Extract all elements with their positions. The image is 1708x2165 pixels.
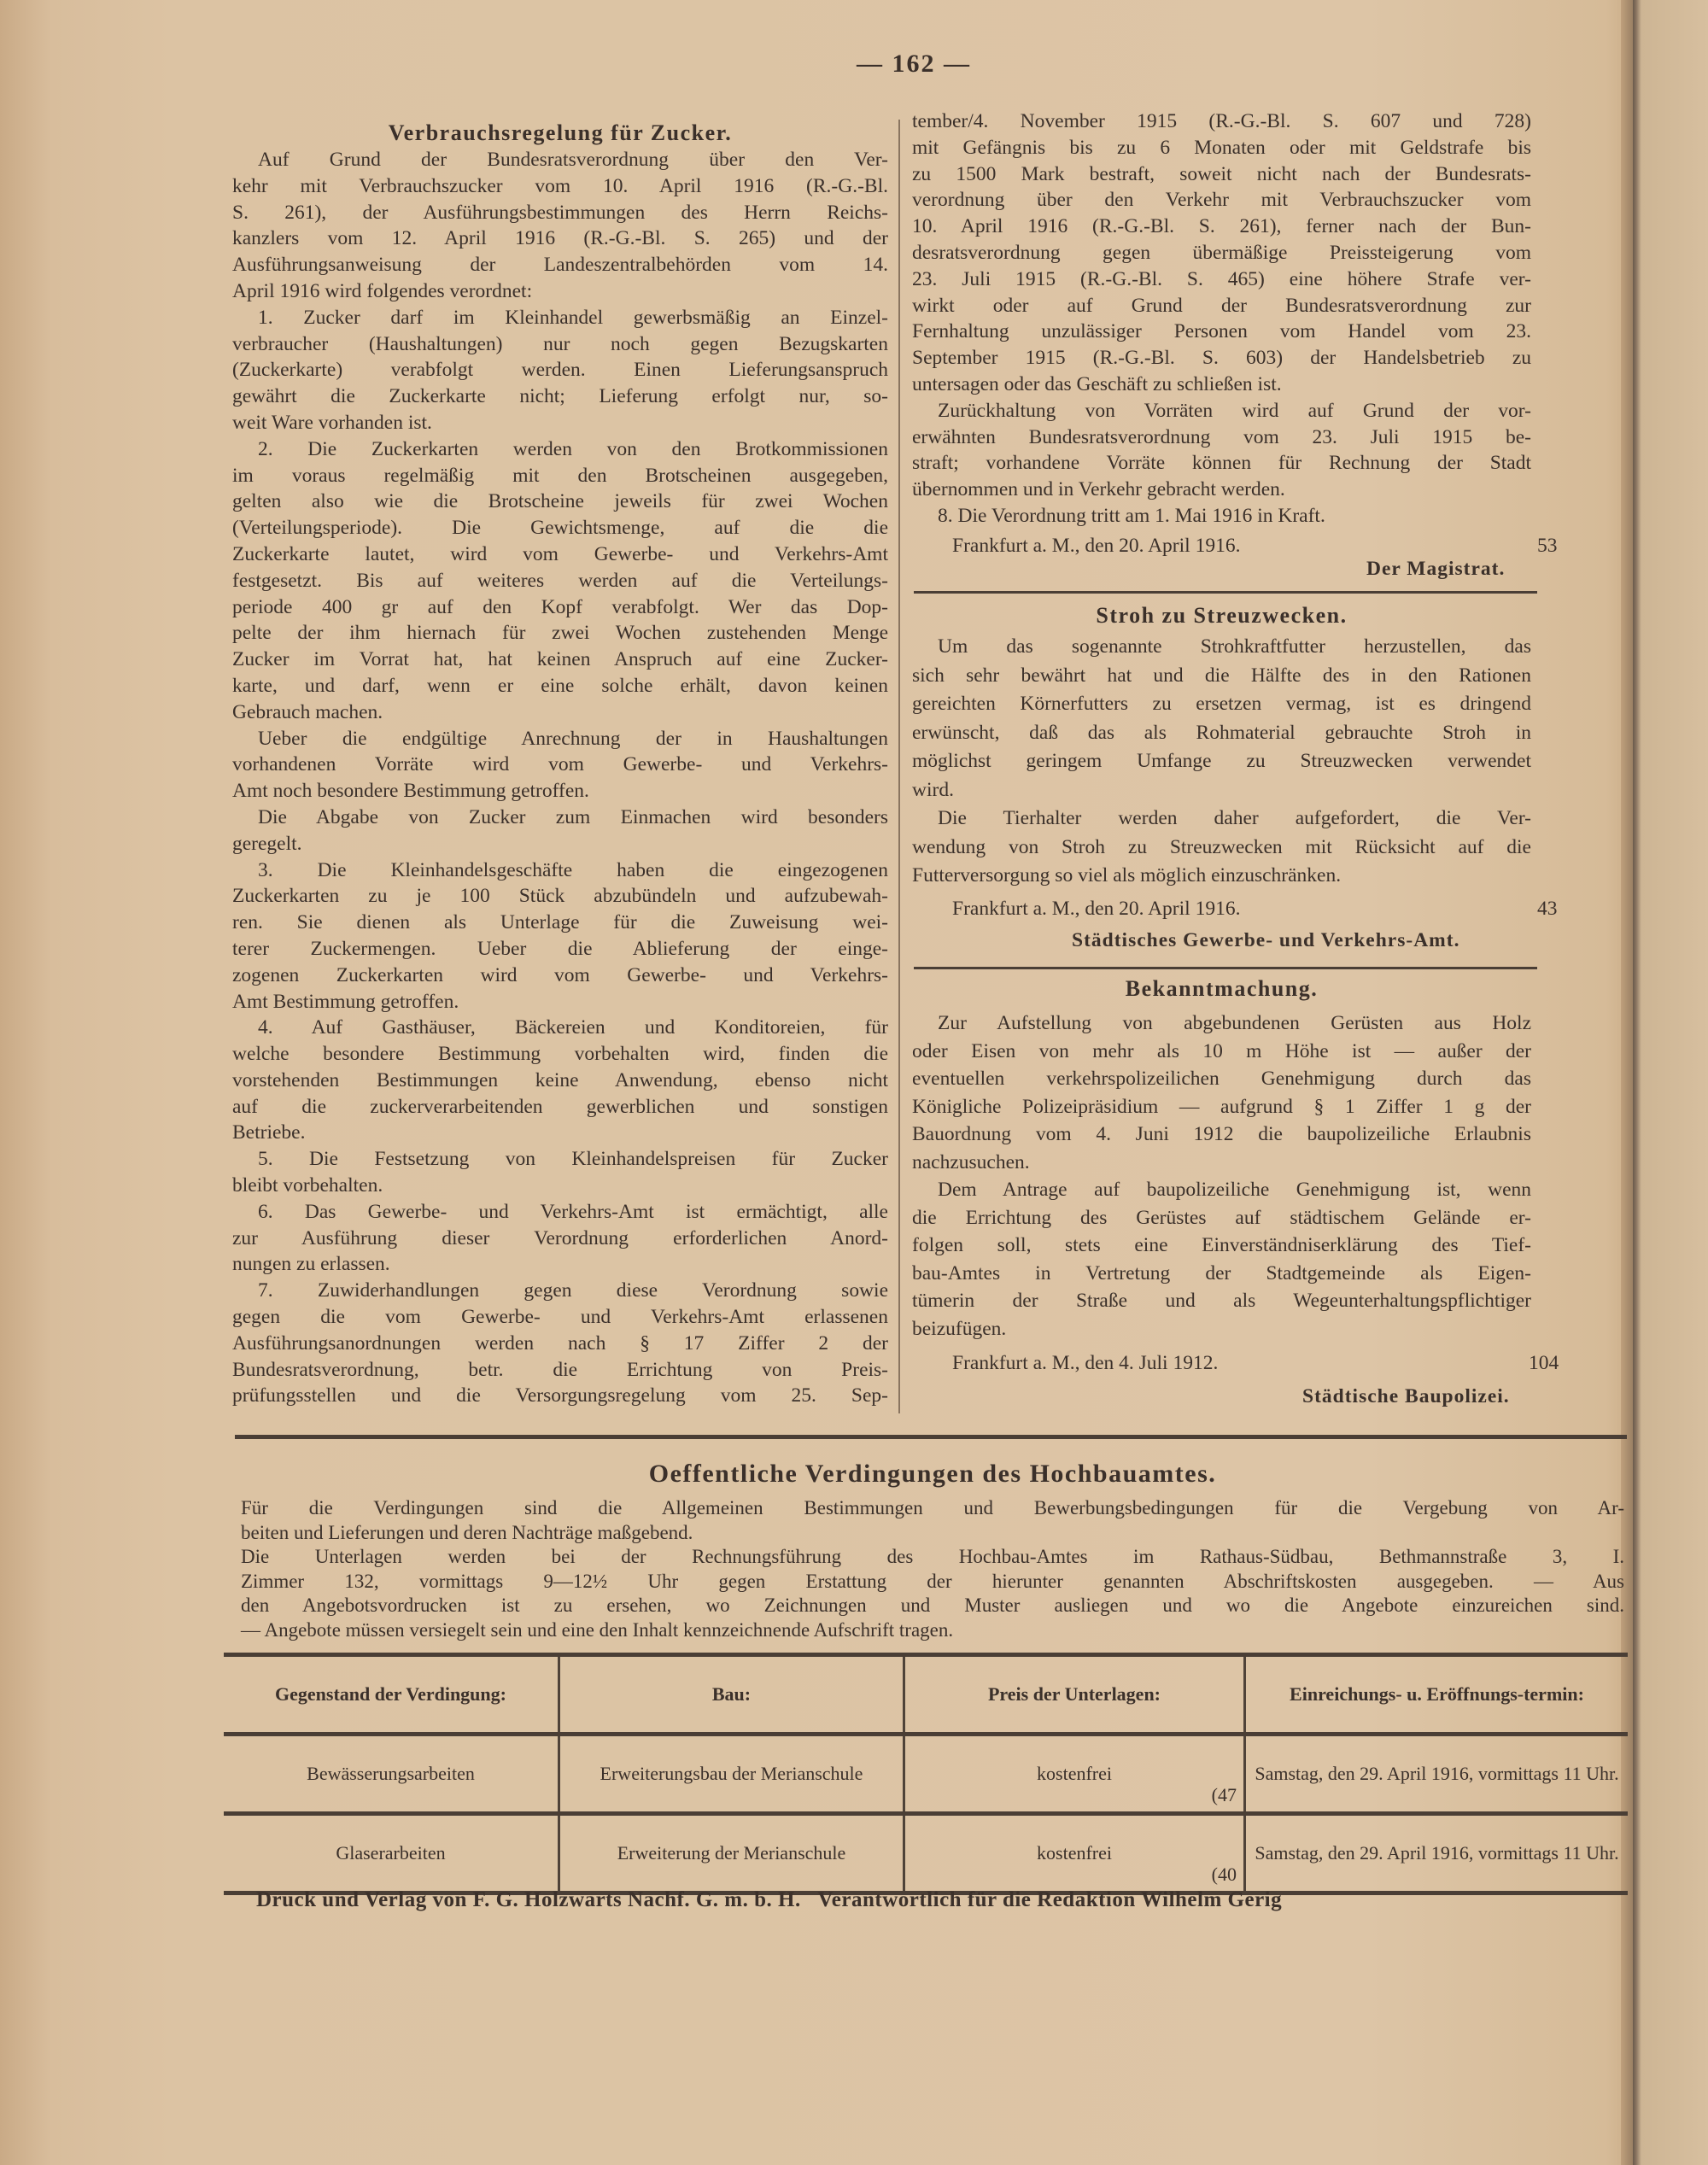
column-header: Gegenstand der Verdingung: — [224, 1655, 559, 1735]
text-line: erwünscht, daß das als Rohmaterial gebrauchte Stroh in — [912, 721, 1531, 744]
authority-signature: Städtisches Gewerbe- und Verkehrs-Amt. — [1072, 929, 1460, 951]
sugar-regulation-article — [232, 120, 888, 1409]
text-line: Ausführungsanweisung der Landeszentralbehörden vom 14. — [232, 254, 888, 277]
text-line: 23. Juli 1915 (R.-G.-Bl. S. 465) eine höhere Strafe ver- — [912, 267, 1531, 290]
text-line: Auf Grund der Bundesratsverordnung über den Ver- — [258, 149, 888, 171]
text-line: kehr mit Verbrauchszucker vom 10. April 1916 (R.-G.-Bl. — [232, 174, 888, 197]
text-line: Amt noch besondere Bestimmung getroffen. — [232, 780, 589, 803]
text-line: 7. Zuwiderhandlungen gegen diese Verordnung sowie — [258, 1279, 888, 1302]
public-tenders-section — [241, 1457, 1624, 1642]
price-text: kostenfrei — [1037, 1842, 1112, 1864]
section-title: Oeffentliche Verdingungen des Hochbauamtes. — [648, 1460, 1217, 1488]
reference-number: (47 — [1211, 1784, 1237, 1805]
text-line: verordnung über den Verkehr mit Verbrauchszucker vom — [912, 189, 1531, 212]
text-line: mit Gefängnis bis zu 6 Monaten oder mit Geldstrafe bis — [912, 136, 1531, 159]
text-line: Ausführungsanordnungen werden nach § 17 Ziffer 2 der — [232, 1331, 888, 1355]
text-line: Um das sogenannte Strohkraftfutter herzustellen, das — [938, 635, 1531, 658]
table-row — [224, 1814, 1628, 1893]
column-divider — [898, 120, 900, 1413]
paragraph — [232, 1278, 888, 1409]
text-line: bau-Amtes in Vertretung der Stadtgemeinde als Eigen- — [912, 1261, 1531, 1284]
article-title: Stroh zu Streuzwecken. — [1096, 603, 1348, 628]
text-line: 1. Zucker darf im Kleinhandel gewerbsmäßig an Einzel- — [258, 306, 888, 329]
paragraph — [232, 436, 888, 726]
text-line: 2. Die Zuckerkarten werden von den Brotkommissionen — [258, 437, 888, 460]
text-line: Dem Antrage auf baupolizeiliche Genehmigung ist, wenn — [938, 1179, 1531, 1201]
text-line: die Errichtung des Gerüstes auf städtischem Gelände er- — [912, 1206, 1531, 1229]
notice-number: 43 — [1537, 898, 1558, 920]
deadline-cell: Samstag, den 29. April 1916, vormittags 11 Uhr. — [1245, 1814, 1629, 1893]
text-line: Ueber die endgültige Anrechnung der in Haushaltungen — [258, 727, 888, 750]
text-line: — Angebote müssen versiegelt sein und eine den Inhalt kennzeichnende Aufschrift tragen. — [241, 1618, 954, 1641]
text-line: S. 261), der Ausführungsbestimmungen des Herrn Reichs- — [232, 201, 888, 224]
text-line: 3. Die Kleinhandelsgeschäfte haben die eingezogenen — [258, 858, 888, 881]
article-body — [912, 108, 1531, 530]
text-line: Zurückhaltung von Vorräten wird auf Grund der vor- — [938, 399, 1531, 422]
authority-signature: Städtische Baupolizei. — [1302, 1385, 1510, 1407]
text-line: tember/4. November 1915 (R.-G.-Bl. S. 607 und 728) — [912, 110, 1531, 132]
text-line: wendung von Stroh zu Streuzwecken mit Rücksicht auf die — [912, 835, 1531, 858]
text-line: ren. Sie dienen als Unterlage für die Zuweisung wei- — [232, 911, 888, 934]
text-line: vorhandenen Vorräte wird vom Gewerbe- und Verkehrs- — [232, 753, 888, 776]
text-line: 5. Die Festsetzung von Kleinhandelspreisen für Zucker — [258, 1148, 888, 1171]
text-line: 4. Auf Gasthäuser, Bäckereien und Konditoreien, für — [258, 1016, 888, 1039]
text-line: 6. Das Gewerbe- und Verkehrs-Amt ist ermächtigt, alle — [258, 1200, 888, 1223]
text-line: karte, und darf, wenn er eine solche erhält, davon keinen — [232, 674, 888, 697]
notice-number: 53 — [1537, 535, 1558, 557]
text-line: verbraucher (Haushaltungen) nur noch gegen Bezugskarten — [232, 332, 888, 355]
imprint: Druck und Verlag von F. G. Holzwarts Nachf. G. m. b. H. Verantwortlich für die Redaktion Wilhelm Gerig — [256, 1888, 1283, 1911]
text-line: folgen soll, stets eine Einverständniserklärung des Tief- — [912, 1234, 1531, 1256]
text-line: pelte der ihm hiernach für zwei Wochen zustehenden Menge — [232, 622, 888, 645]
text-line: übernommen und in Verkehr gebracht werden. — [912, 478, 1285, 501]
paragraph — [232, 305, 888, 436]
section-rule — [914, 591, 1537, 594]
text-line: zu 1500 Mark bestraft, soweit nicht nach der Bundesrats- — [912, 162, 1531, 185]
text-line: Die Unterlagen werden bei der Rechnungsführung des Hochbau-Amtes im Rathaus-Südbau, Bethmannstraße 3, I. — [241, 1546, 1624, 1567]
text-line: September 1915 (R.-G.-Bl. S. 603) der Handelsbetrieb zu — [912, 347, 1531, 370]
column-header: Einreichungs- u. Eröffnungs-termin: — [1245, 1655, 1629, 1735]
reference-number: (40 — [1211, 1864, 1237, 1885]
paragraph — [912, 503, 1531, 530]
text-line: Die Abgabe von Zucker zum Einmachen wird besonders — [258, 805, 888, 828]
text-line: prüfungsstellen und die Versorgungsregelung vom 25. Sep- — [232, 1384, 888, 1407]
text-line: weit Ware vorhanden ist. — [232, 411, 432, 434]
text-line: Fernhaltung unzulässiger Personen vom Handel vom 23. — [912, 320, 1531, 343]
paragraph — [912, 1009, 1531, 1176]
tenders-table — [224, 1653, 1628, 1895]
paragraph — [232, 726, 888, 805]
text-line: desratsverordnung gegen übermäßige Preissteigerung vom — [912, 241, 1531, 264]
text-line: April 1916 wird folgendes verordnet: — [232, 279, 533, 302]
article-body — [912, 1009, 1531, 1343]
text-line: Amt Bestimmung getroffen. — [232, 990, 459, 1013]
section-rule — [235, 1435, 1627, 1439]
text-line: terer Zuckermengen. Ueber die Ablieferung der einge- — [232, 937, 888, 960]
text-line: Königliche Polizeipräsidium — aufgrund § 1 Ziffer 1 g der — [912, 1095, 1531, 1118]
section-rule — [914, 967, 1537, 969]
article-body — [912, 633, 1531, 891]
text-line: gewährt die Zuckerkarte nicht; Lieferung erfolgt nur, so- — [232, 385, 888, 408]
price-cell — [904, 1735, 1245, 1814]
text-line: wirkt oder auf Grund der Bundesratsverordnung zur — [912, 294, 1531, 317]
text-line: Bundesratsverordnung, betr. die Errichtung von Preis- — [232, 1358, 888, 1381]
paragraph — [912, 108, 1531, 398]
text-line: Zuckerkarte lautet, wird vom Gewerbe- und Verkehrs-Amt — [232, 542, 888, 565]
text-line: gereichten Körnerfutters zu ersetzen vermag, ist es dringend — [912, 693, 1531, 715]
text-line: sich sehr bewährt hat und die Hälfte des in den Rationen — [912, 664, 1531, 687]
text-line: auf die zuckerverarbeitenden gewerblichen und sonstigen — [232, 1095, 888, 1118]
building-cell: Erweiterungsbau der Merianschule — [559, 1735, 904, 1814]
building-cell: Erweiterung der Merianschule — [559, 1814, 904, 1893]
price-text: kostenfrei — [1037, 1763, 1112, 1784]
notice-number: 104 — [1529, 1352, 1559, 1374]
page-number: — 162 — — [857, 50, 971, 78]
text-line: Die Tierhalter werden daher aufgefordert, die Ver- — [938, 807, 1531, 829]
paragraph — [232, 805, 888, 857]
text-line: zur Ausführung dieser Verordnung erforderlichen Anord- — [232, 1226, 888, 1249]
text-line: erwähnten Bundesratsverordnung vom 23. Juli 1915 be- — [912, 425, 1531, 448]
authority-signature: Der Magistrat. — [1366, 558, 1506, 580]
text-line: untersagen oder das Geschäft zu schließen ist. — [912, 372, 1282, 395]
text-line: vorstehenden Bestimmungen keine Anwendung, ebenso nicht — [232, 1068, 888, 1091]
place-date: Frankfurt a. M., den 20. April 1916. — [952, 898, 1241, 920]
column-header: Preis der Unterlagen: — [904, 1655, 1245, 1735]
text-line: straft; vorhandene Vorräte können für Rechnung der Stadt — [912, 452, 1531, 475]
article-title: Verbrauchsregelung für Zucker. — [388, 120, 733, 145]
text-line: geregelt. — [232, 832, 302, 855]
paragraph — [232, 1199, 888, 1278]
text-line: im voraus regelmäßig mit den Brotscheinen ausgegeben, — [232, 464, 888, 487]
place-date: Frankfurt a. M., den 20. April 1916. — [952, 535, 1241, 557]
paragraph — [912, 1176, 1531, 1343]
text-line: 10. April 1916 (R.-G.-Bl. S. 261), ferner nach der Bun- — [912, 215, 1531, 238]
text-line: (Zuckerkarte) verabfolgt werden. Einen Lieferungsanspruch — [232, 359, 888, 382]
table-header-row — [224, 1655, 1628, 1735]
text-line: Bauordnung vom 4. Juni 1912 die baupolizeiliche Erlaubnis — [912, 1123, 1531, 1145]
paragraph — [232, 1015, 888, 1146]
paragraph — [912, 805, 1531, 891]
text-line: 8. Die Verordnung tritt am 1. Mai 1916 in Kraft. — [938, 504, 1325, 527]
text-line: beizufügen. — [912, 1317, 1007, 1340]
article-title: Bekanntmachung. — [1125, 976, 1319, 1001]
section-body — [241, 1496, 1624, 1642]
text-line: kanzlers vom 12. April 1916 (R.-G.-Bl. S. 265) und der — [232, 227, 888, 250]
deadline-cell: Samstag, den 29. April 1916, vormittags 11 Uhr. — [1245, 1735, 1629, 1814]
text-line: den Angebotsvordrucken ist zu ersehen, wo Zeichnungen und Muster ausliegen und wo die Angebote einzureichen sind. — [241, 1594, 1624, 1616]
paragraph — [241, 1545, 1624, 1642]
straw-article — [912, 602, 1531, 891]
text-line: Gebrauch machen. — [232, 700, 383, 723]
paragraph — [232, 857, 888, 1015]
price-cell — [904, 1814, 1245, 1893]
text-line: tümerin der Straße und als Wegeunterhaltungspflichtiger — [912, 1290, 1531, 1312]
text-line: Zucker im Vorrat hat, hat keinen Anspruch auf eine Zucker- — [232, 648, 888, 671]
text-line: Für die Verdingungen sind die Allgemeinen Bestimmungen und Bewerbungsbedingungen für die Vergebung von Ar- — [241, 1497, 1624, 1518]
text-line: zogenen Zuckerkarten wird vom Gewerbe- und Verkehrs- — [232, 963, 888, 986]
subject-cell: Glaserarbeiten — [224, 1814, 559, 1893]
sugar-regulation-continuation — [912, 108, 1531, 530]
text-line: wird. — [912, 778, 954, 801]
text-line: gelten also wie die Brotscheine jeweils für zwei Wochen — [232, 490, 888, 513]
table-row — [224, 1735, 1628, 1814]
paragraph — [912, 633, 1531, 805]
paragraph — [232, 1146, 888, 1199]
text-line: (Verteilungsperiode). Die Gewichtsmenge, auf die die — [232, 517, 888, 540]
facing-page-edge — [1633, 0, 1708, 2165]
text-line: oder Eisen von mehr als 10 m Höhe ist — außer der — [912, 1039, 1531, 1062]
subject-cell: Bewässerungsarbeiten — [224, 1735, 559, 1814]
text-line: Betriebe. — [232, 1121, 306, 1144]
place-date: Frankfurt a. M., den 4. Juli 1912. — [952, 1352, 1219, 1374]
paragraph — [232, 147, 888, 305]
article-body — [232, 147, 888, 1409]
text-line: bleibt vorbehalten. — [232, 1174, 383, 1197]
text-line: Zur Aufstellung von abgebundenen Gerüsten aus Holz — [938, 1012, 1531, 1034]
scaffolding-notice — [912, 975, 1531, 1343]
text-line: nachzusuchen. — [912, 1150, 1030, 1173]
text-line: gegen die vom Gewerbe- und Verkehrs-Amt erlassenen — [232, 1306, 888, 1329]
text-line: Zuckerkarten zu je 100 Stück abzubündeln und aufzubewah- — [232, 885, 888, 908]
text-line: nungen zu erlassen. — [232, 1253, 390, 1276]
paragraph — [912, 398, 1531, 503]
paragraph — [241, 1496, 1624, 1545]
text-line: periode 400 gr auf den Kopf verabfolgt. Wer das Dop- — [232, 595, 888, 618]
text-line: eventuellen verkehrspolizeilichen Genehmigung durch das — [912, 1068, 1531, 1090]
text-line: möglichst geringem Umfange zu Streuzwecken verwendet — [912, 750, 1531, 772]
column-header: Bau: — [559, 1655, 904, 1735]
text-line: Futterversorgung so viel als möglich einzuschränken. — [912, 864, 1342, 886]
text-line: Zimmer 132, vormittags 9—12½ Uhr gegen Erstattung der hierunter genannten Abschriftskosten ausgegeben. — Aus — [241, 1570, 1624, 1592]
text-line: welche besondere Bestimmung vorbehalten wird, finden die — [232, 1043, 888, 1066]
text-line: festgesetzt. Bis auf weiteres werden auf die Verteilungs- — [232, 569, 888, 592]
text-line: beiten und Lieferungen und deren Nachträge maßgebend. — [241, 1521, 693, 1543]
